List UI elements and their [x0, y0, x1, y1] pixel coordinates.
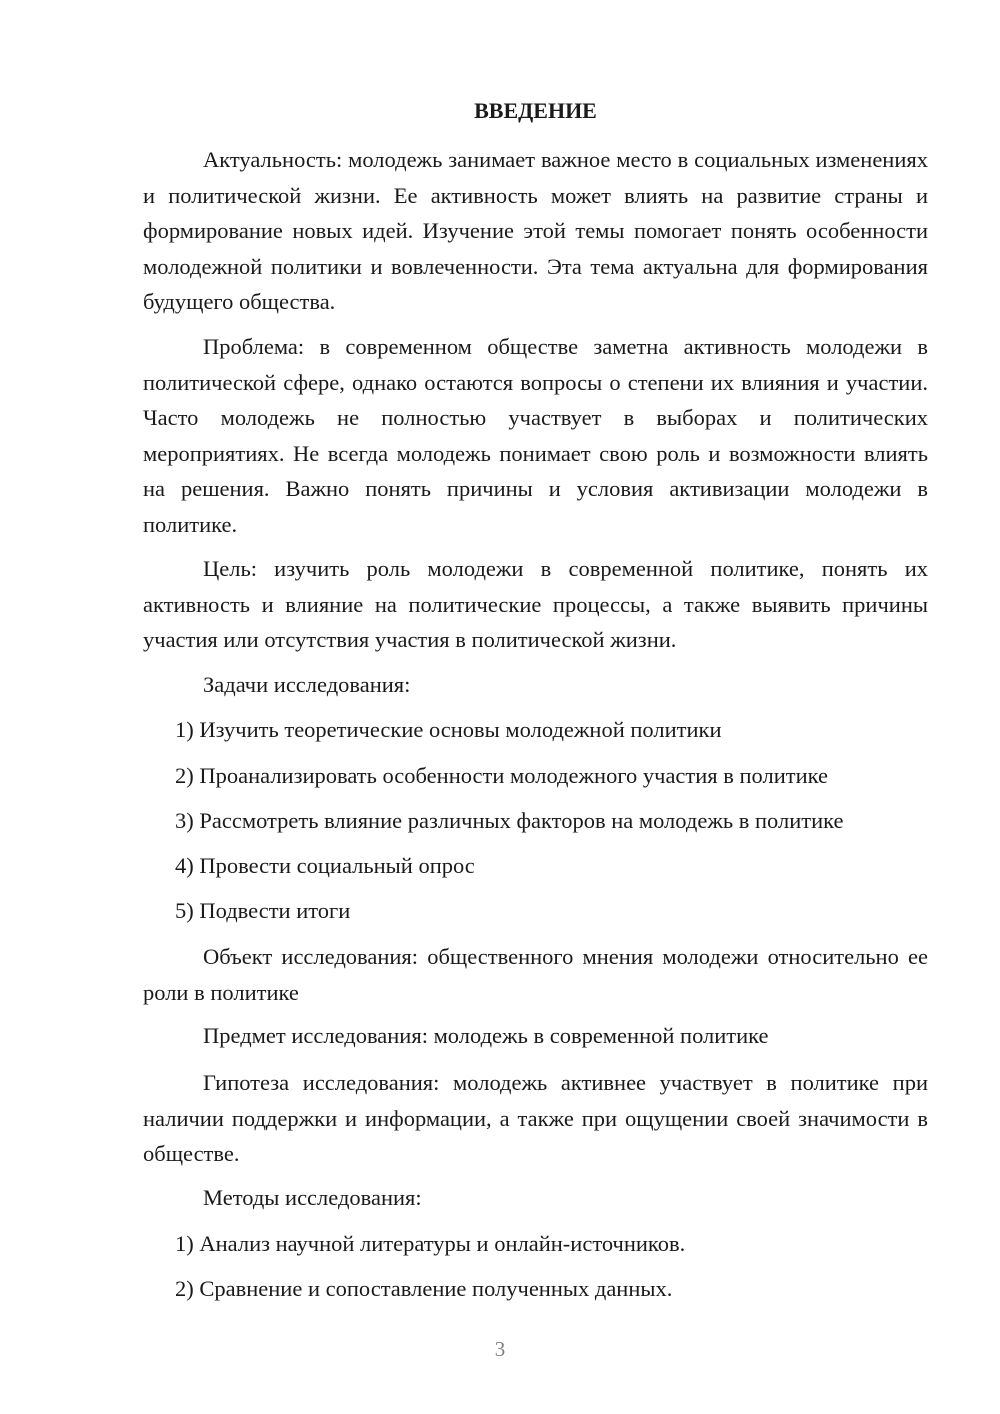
task-item: 3) Рассмотреть влияние различных факторов на молодежь в политике: [175, 808, 844, 833]
subject-paragraph: Предмет исследования: молодежь в современной политике: [203, 1023, 769, 1048]
task-item: 4) Провести социальный опрос: [175, 853, 475, 878]
methods-heading: Методы исследования:: [203, 1185, 422, 1210]
object-paragraph: Объект исследования: общественного мнения молодежи относительно ее роли в политике: [143, 944, 928, 1005]
problem-paragraph: Проблема: в современном обществе заметна активность молодежи в политической сфере, однако остаются вопросы о степени их влияния и участии. Часто молодежь не полностью участвует в выборах и политических мероприятиях. Не всегда молодежь понимает свою роль и возможности влиять на решения. Важно понять причины и условия активизации молодежи в политике.: [143, 334, 928, 537]
tasks-heading: Задачи исследования:: [203, 672, 411, 697]
task-item: 1) Изучить теоретические основы молодежной политики: [175, 717, 722, 742]
method-item: 2) Сравнение и сопоставление полученных данных.: [175, 1276, 673, 1301]
method-item: 1) Анализ научной литературы и онлайн-источников.: [175, 1231, 686, 1256]
goal-paragraph: Цель: изучить роль молодежи в современной политике, понять их активность и влияние на политические процессы, а также выявить причины участия или отсутствия участия в политической жизни.: [143, 556, 928, 652]
page-number: 3: [494, 1337, 506, 1361]
section-title: ВВЕДЕНИЕ: [474, 98, 597, 123]
task-item: 2) Проанализировать особенности молодежного участия в политике: [175, 763, 829, 788]
task-item: 5) Подвести итоги: [175, 898, 351, 923]
relevance-paragraph: Актуальность: молодежь занимает важное место в социальных изменениях и политической жизни. Ее активность может влиять на развитие страны и формирование новых идей. Изучение этой темы помогает понять особенности молодежной политики и вовлеченности. Эта тема актуальна для формирования будущего общества.: [143, 147, 928, 314]
hypothesis-paragraph: Гипотеза исследования: молодежь активнее участвует в политике при наличии поддержки и информации, а также при ощущении своей значимости в обществе.: [143, 1070, 928, 1166]
